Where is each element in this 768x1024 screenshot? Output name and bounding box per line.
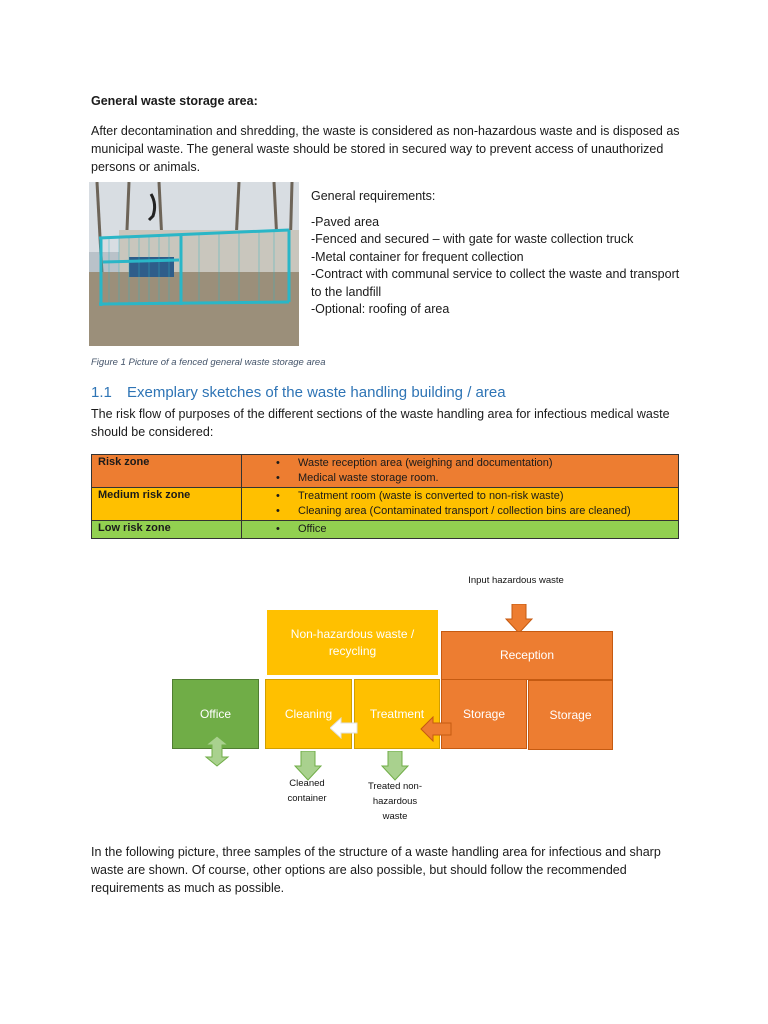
risk-zone-table (91, 454, 679, 539)
table-row (92, 521, 679, 539)
treated-output-label: Treated non-hazardous waste (367, 781, 423, 822)
requirement-item: -Fenced and secured – with gate for waste collection truck (311, 232, 634, 246)
figure-caption: Figure 1 Picture of a fenced general waste storage area (91, 357, 326, 368)
treatment-label: Treatment (369, 706, 425, 721)
zone-label: Low risk zone (92, 521, 242, 539)
zone-items (242, 488, 679, 521)
zone-label: Medium risk zone (92, 488, 242, 521)
requirements-title: General requirements: (311, 189, 436, 203)
intro-paragraph: After decontamination and shredding, the waste is considered as non-hazardous waste and is disposed as municipal waste. The general waste should be stored in secured way to prevent access of unauthorized persons or animals. (91, 124, 680, 174)
non-hazardous-label: Non-hazardous waste / recycling (290, 626, 415, 658)
closing-paragraph: In the following picture, three samples of the structure of a waste handling area for infectious and sharp waste are shown. Of course, other options are also possible, but should follow the recommended requirements as much as possible. (91, 845, 661, 895)
list-item: • Waste reception area (weighing and documentation) (298, 456, 672, 471)
reception-box (441, 631, 613, 680)
zone-label: Risk zone (92, 455, 242, 488)
list-item: • Medical waste storage room. (298, 471, 672, 486)
requirement-item: -Contract with communal service to collect the waste and transport to the landfill (311, 267, 680, 299)
cleaned-container-label: Cleaned container (287, 778, 327, 804)
risk-intro: The risk flow of purposes of the different sections of the waste handling area for infectious medical waste should be considered: (91, 407, 670, 439)
input-hazardous-label: Input hazardous waste (468, 575, 564, 586)
office-label: Office (199, 706, 232, 721)
section-heading (91, 384, 506, 401)
general-requirements (311, 188, 681, 319)
list-item: • Treatment room (waste is converted to non-risk waste) (298, 489, 672, 504)
requirement-item: -Optional: roofing of area (311, 302, 450, 316)
zone-items (242, 521, 679, 539)
list-item: • Office (298, 522, 672, 537)
storage-label: Storage (462, 706, 506, 721)
input-arrow-icon (505, 604, 533, 634)
list-item: • Cleaning area (Contaminated transport / collection bins are cleaned) (298, 504, 672, 519)
arrow-left-icon (330, 717, 358, 739)
cleaning-label: Cleaning (284, 706, 333, 721)
arrow-updown-icon (204, 735, 230, 767)
table-row (92, 455, 679, 488)
arrow-down-icon (381, 751, 409, 781)
reception-label: Reception (499, 648, 555, 662)
fenced-storage-photo (89, 182, 299, 346)
storage-label: Storage (549, 707, 592, 722)
section-number: 1.1 (91, 384, 112, 401)
arrow-left-icon (420, 716, 452, 742)
storage-box-2 (528, 680, 613, 750)
zone-items (242, 455, 679, 488)
section-title: Exemplary sketches of the waste handling building / area (127, 384, 506, 401)
non-hazardous-box (267, 610, 438, 675)
page-heading: General waste storage area: (91, 94, 258, 108)
table-row (92, 488, 679, 521)
requirement-item: -Paved area (311, 214, 380, 229)
requirement-item: -Metal container for frequent collection (311, 249, 524, 264)
storage-box-1 (441, 679, 527, 749)
